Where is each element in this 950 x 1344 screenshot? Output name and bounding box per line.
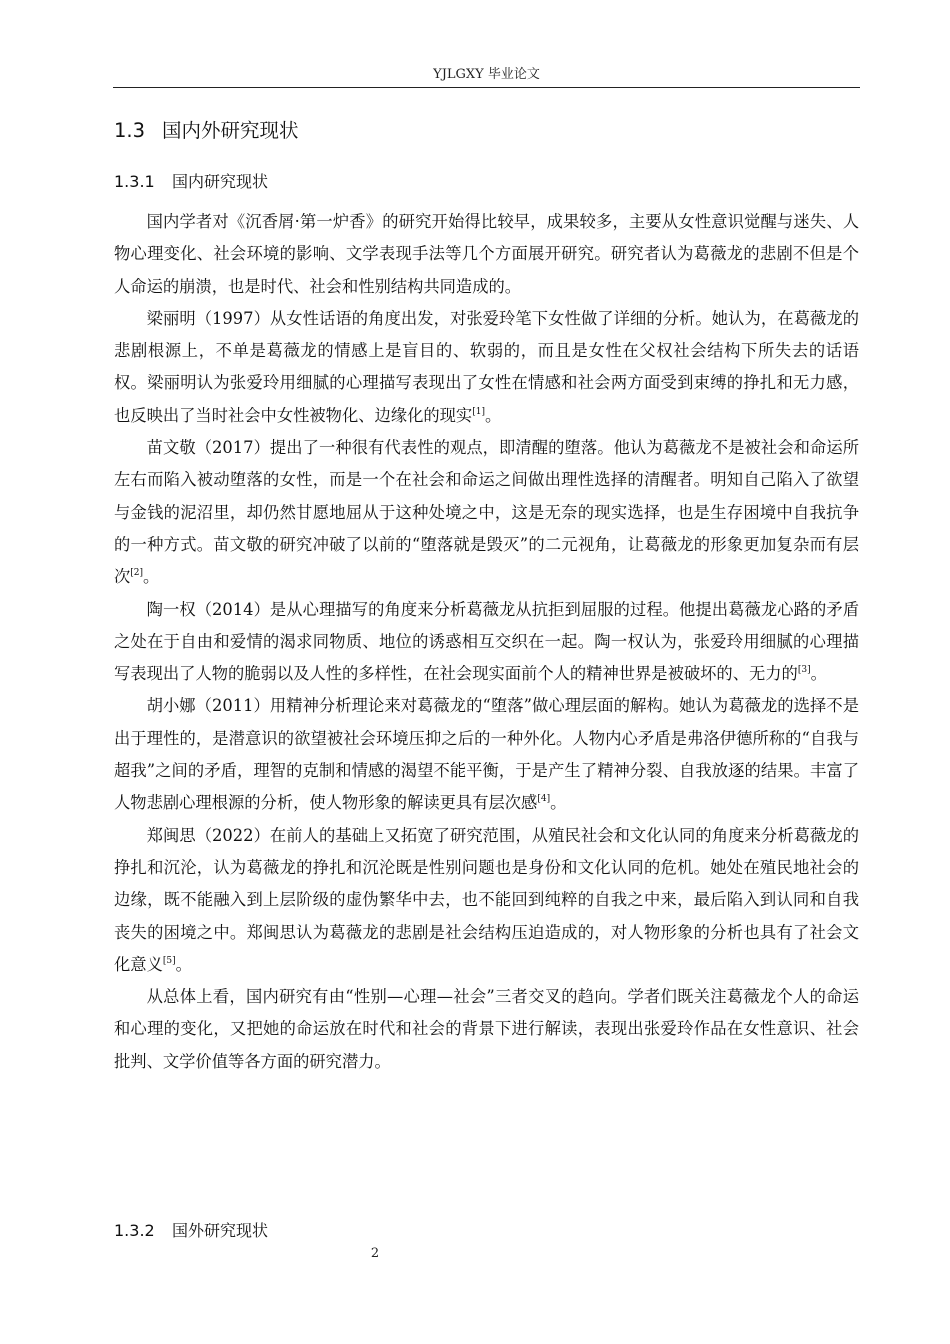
subsection-number: 1.3.1 xyxy=(114,172,155,191)
citation: [3] xyxy=(797,665,811,676)
citation: [5] xyxy=(162,955,176,966)
section-number: 1.3 xyxy=(114,119,146,142)
page-number: 2 xyxy=(370,1246,380,1261)
paragraph: 胡小娜（2011）用精神分析理论来对葛薇龙的“堕落”做心理层面的解构。她认为葛薇龙的选择不是出于理性的，是潜意识的欲望被社会环境压抑之后的一种外化。人物内心矛盾是弗洛伊德所称的“自我与超我”之间的矛盾，理智的克制和情感的渴望不能平衡，于是产生了精神分裂、自我放逐的结果。丰富了人物悲剧心理根源的分析，使人物形象的解读更具有层次感[4]。 xyxy=(114,696,859,813)
paragraph: 国内学者对《沉香屑·第一炉香》的研究开始得比较早，成果较多，主要从女性意识觉醒与迷失、人物心理变化、社会环境的影响、文学表现手法等几个方面展开研究。研究者认为葛薇龙的悲剧不但是个人命运的崩溃，也是时代、社会和性别结构共同造成的。 xyxy=(114,212,859,296)
header-rule xyxy=(113,87,860,88)
paragraph: 从总体上看，国内研究有由“性别—心理—社会”三者交叉的趋向。学者们既关注葛薇龙个人的命运和心理的变化，又把她的命运放在时代和社会的背景下进行解读，表现出张爱玲作品在女性意识、社会批判、文学价值等各方面的研究潜力。 xyxy=(114,987,859,1071)
paragraph: 梁丽明（1997）从女性话语的角度出发，对张爱玲笔下女性做了详细的分析。她认为，在葛薇龙的悲剧根源上，不单是葛薇龙的情感上是盲目的、软弱的，而且是女性在父权社会结构下所失去的话语权。梁丽明认为张爱玲用细腻的心理描写表现出了女性在情感和社会两方面受到束缚的挣扎和无力感，也反映出了当时社会中女性被物化、边缘化的现实[1]。 xyxy=(114,308,859,425)
paragraph: 苗文敬（2017）提出了一种很有代表性的观点，即清醒的堕落。他认为葛薇龙不是被社会和命运所左右而陷入被动堕落的女性，而是一个在社会和命运之间做出理性选择的清醒者。明知自己陷入了欲望与金钱的泥沼里，却仍然甘愿地屈从于这种处境之中，这是无奈的现实选择，也是生存困境中自我抗争的一种方式。苗文敬的研究冲破了以前的“堕落就是毁灭”的二元视角，让葛薇龙的形象更加复杂而有层次[2]。 xyxy=(114,438,859,587)
section-title: 国内外研究现状 xyxy=(162,119,299,142)
subsection-heading-domestic xyxy=(114,169,268,195)
paragraph: 郑闽思（2022）在前人的基础上又拓宽了研究范围，从殖民社会和文化认同的角度来分析葛薇龙的挣扎和沉沦，认为葛薇龙的挣扎和沉沦既是性别问题也是身份和文化认同的危机。她处在殖民地社会的边缘，既不能融入到上层阶级的虚伪繁华中去，也不能回到纯粹的自我之中来，最后陷入到认同和自我丧失的困境之中。郑闽思认为葛薇龙的悲剧是社会结构压迫造成的，对人物形象的分析也具有了社会文化意义[5]。 xyxy=(114,825,859,974)
subsection-number: 1.3.2 xyxy=(114,1221,155,1240)
section-heading xyxy=(114,116,299,146)
citation: [1] xyxy=(472,406,485,417)
citation: [4] xyxy=(537,794,551,805)
subsection-title: 国内研究现状 xyxy=(172,172,269,191)
subsection-heading-foreign xyxy=(114,1218,268,1244)
citation: [2] xyxy=(130,568,144,579)
subsection-title: 国外研究现状 xyxy=(172,1221,269,1240)
body-text xyxy=(114,206,859,1078)
running-header: YJLGXY 毕业论文 xyxy=(433,67,540,82)
paragraph: 陶一权（2014）是从心理描写的角度来分析葛薇龙从抗拒到屈服的过程。他提出葛薇龙心路的矛盾之处在于自由和爱情的渴求同物质、地位的诱惑相互交织在一起。陶一权认为，张爱玲用细腻的心理描写表现出了人物的脆弱以及人性的多样性，在社会现实面前个人的精神世界是被破坏的、无力的[3]。 xyxy=(114,599,859,684)
